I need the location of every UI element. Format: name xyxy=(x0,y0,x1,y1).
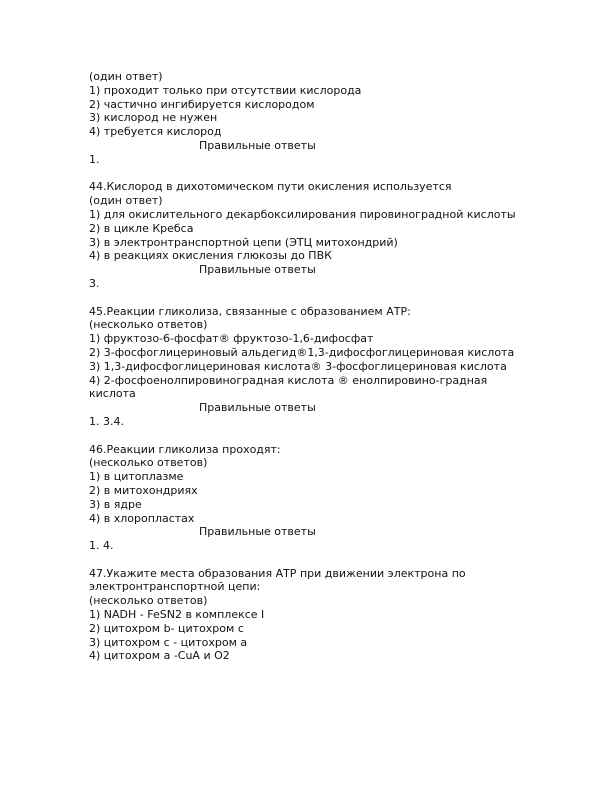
option-4: 4) цитохром a -CuA и O2 xyxy=(89,649,230,663)
option-3: 3) 1,3-дифосфоглицериновая кислота® 3-фосфоглицериновая кислота xyxy=(89,359,507,373)
document-content xyxy=(89,70,519,663)
question-heading: 44.Кислород в дихотомическом пути окисления используется xyxy=(89,180,452,194)
option-4: 4) требуется кислород xyxy=(89,125,222,139)
answer-type-note: (один ответ) xyxy=(89,70,163,83)
option-4: 4) в реакциях окисления глюкозы до ПВК xyxy=(89,249,332,263)
correct-answers-label: Правильные ответы xyxy=(199,263,316,277)
question-heading: 45.Реакции гликолиза, связанные с образованием АТР: xyxy=(89,304,411,318)
option-2: 2) цитохром b- цитохром c xyxy=(89,621,244,635)
option-1: 1) в цитоплазме xyxy=(89,470,184,484)
answer-type-note: (один ответ) xyxy=(89,194,163,208)
option-1: 1) NADH - FeSN2 в комплексе I xyxy=(89,608,265,622)
answer-type-note: (несколько ответов) xyxy=(89,456,208,470)
answer-type-note: (несколько ответов) xyxy=(89,318,208,332)
option-1: 1) для окислительного декарбоксилирования пировиноградной кислоты xyxy=(89,207,516,221)
option-3: 3) цитохром c - цитохром a xyxy=(89,635,248,649)
spacer xyxy=(89,429,519,443)
correct-answer: 1. xyxy=(89,152,100,166)
correct-answer: 1. 3.4. xyxy=(89,414,124,428)
correct-answers-label: Правильные ответы xyxy=(199,138,316,152)
option-2: 2) частично ингибируется кислородом xyxy=(89,97,315,111)
question-heading: 46.Реакции гликолиза проходят: xyxy=(89,442,281,456)
option-4: 4) 2-фосфоенолпировиноградная кислота ® енолпировино-градная кислота xyxy=(89,373,488,401)
answer-type-note: (несколько ответов) xyxy=(89,594,208,608)
option-2: 2) в цикле Кребса xyxy=(89,221,194,235)
option-2: 2) 3-фосфоглицериновый альдегид®1,3-дифосфоглицериновая кислота xyxy=(89,345,515,359)
correct-answer: 3. xyxy=(89,276,100,290)
correct-answers-label: Правильные ответы xyxy=(199,401,316,415)
correct-answer: 1. 4. xyxy=(89,539,114,553)
spacer xyxy=(89,167,519,181)
option-3: 3) в электронтранспортной цепи (ЭТЦ митохондрий) xyxy=(89,235,398,249)
spacer xyxy=(89,553,519,567)
spacer xyxy=(89,291,519,305)
option-1: 1) проходит только при отсутствии кислорода xyxy=(89,83,362,97)
option-1: 1) фруктозо-6-фосфат® фруктозо-1,6-дифосфат xyxy=(89,332,374,346)
correct-answers-label: Правильные ответы xyxy=(199,525,316,539)
question-heading: 47.Укажите места образования АТР при движении электрона по электронтранспортной цепи: xyxy=(89,566,466,594)
option-2: 2) в митохондриях xyxy=(89,483,198,497)
option-4: 4) в хлоропластах xyxy=(89,511,195,525)
option-3: 3) в ядре xyxy=(89,497,142,511)
option-3: 3) кислород не нужен xyxy=(89,111,218,125)
